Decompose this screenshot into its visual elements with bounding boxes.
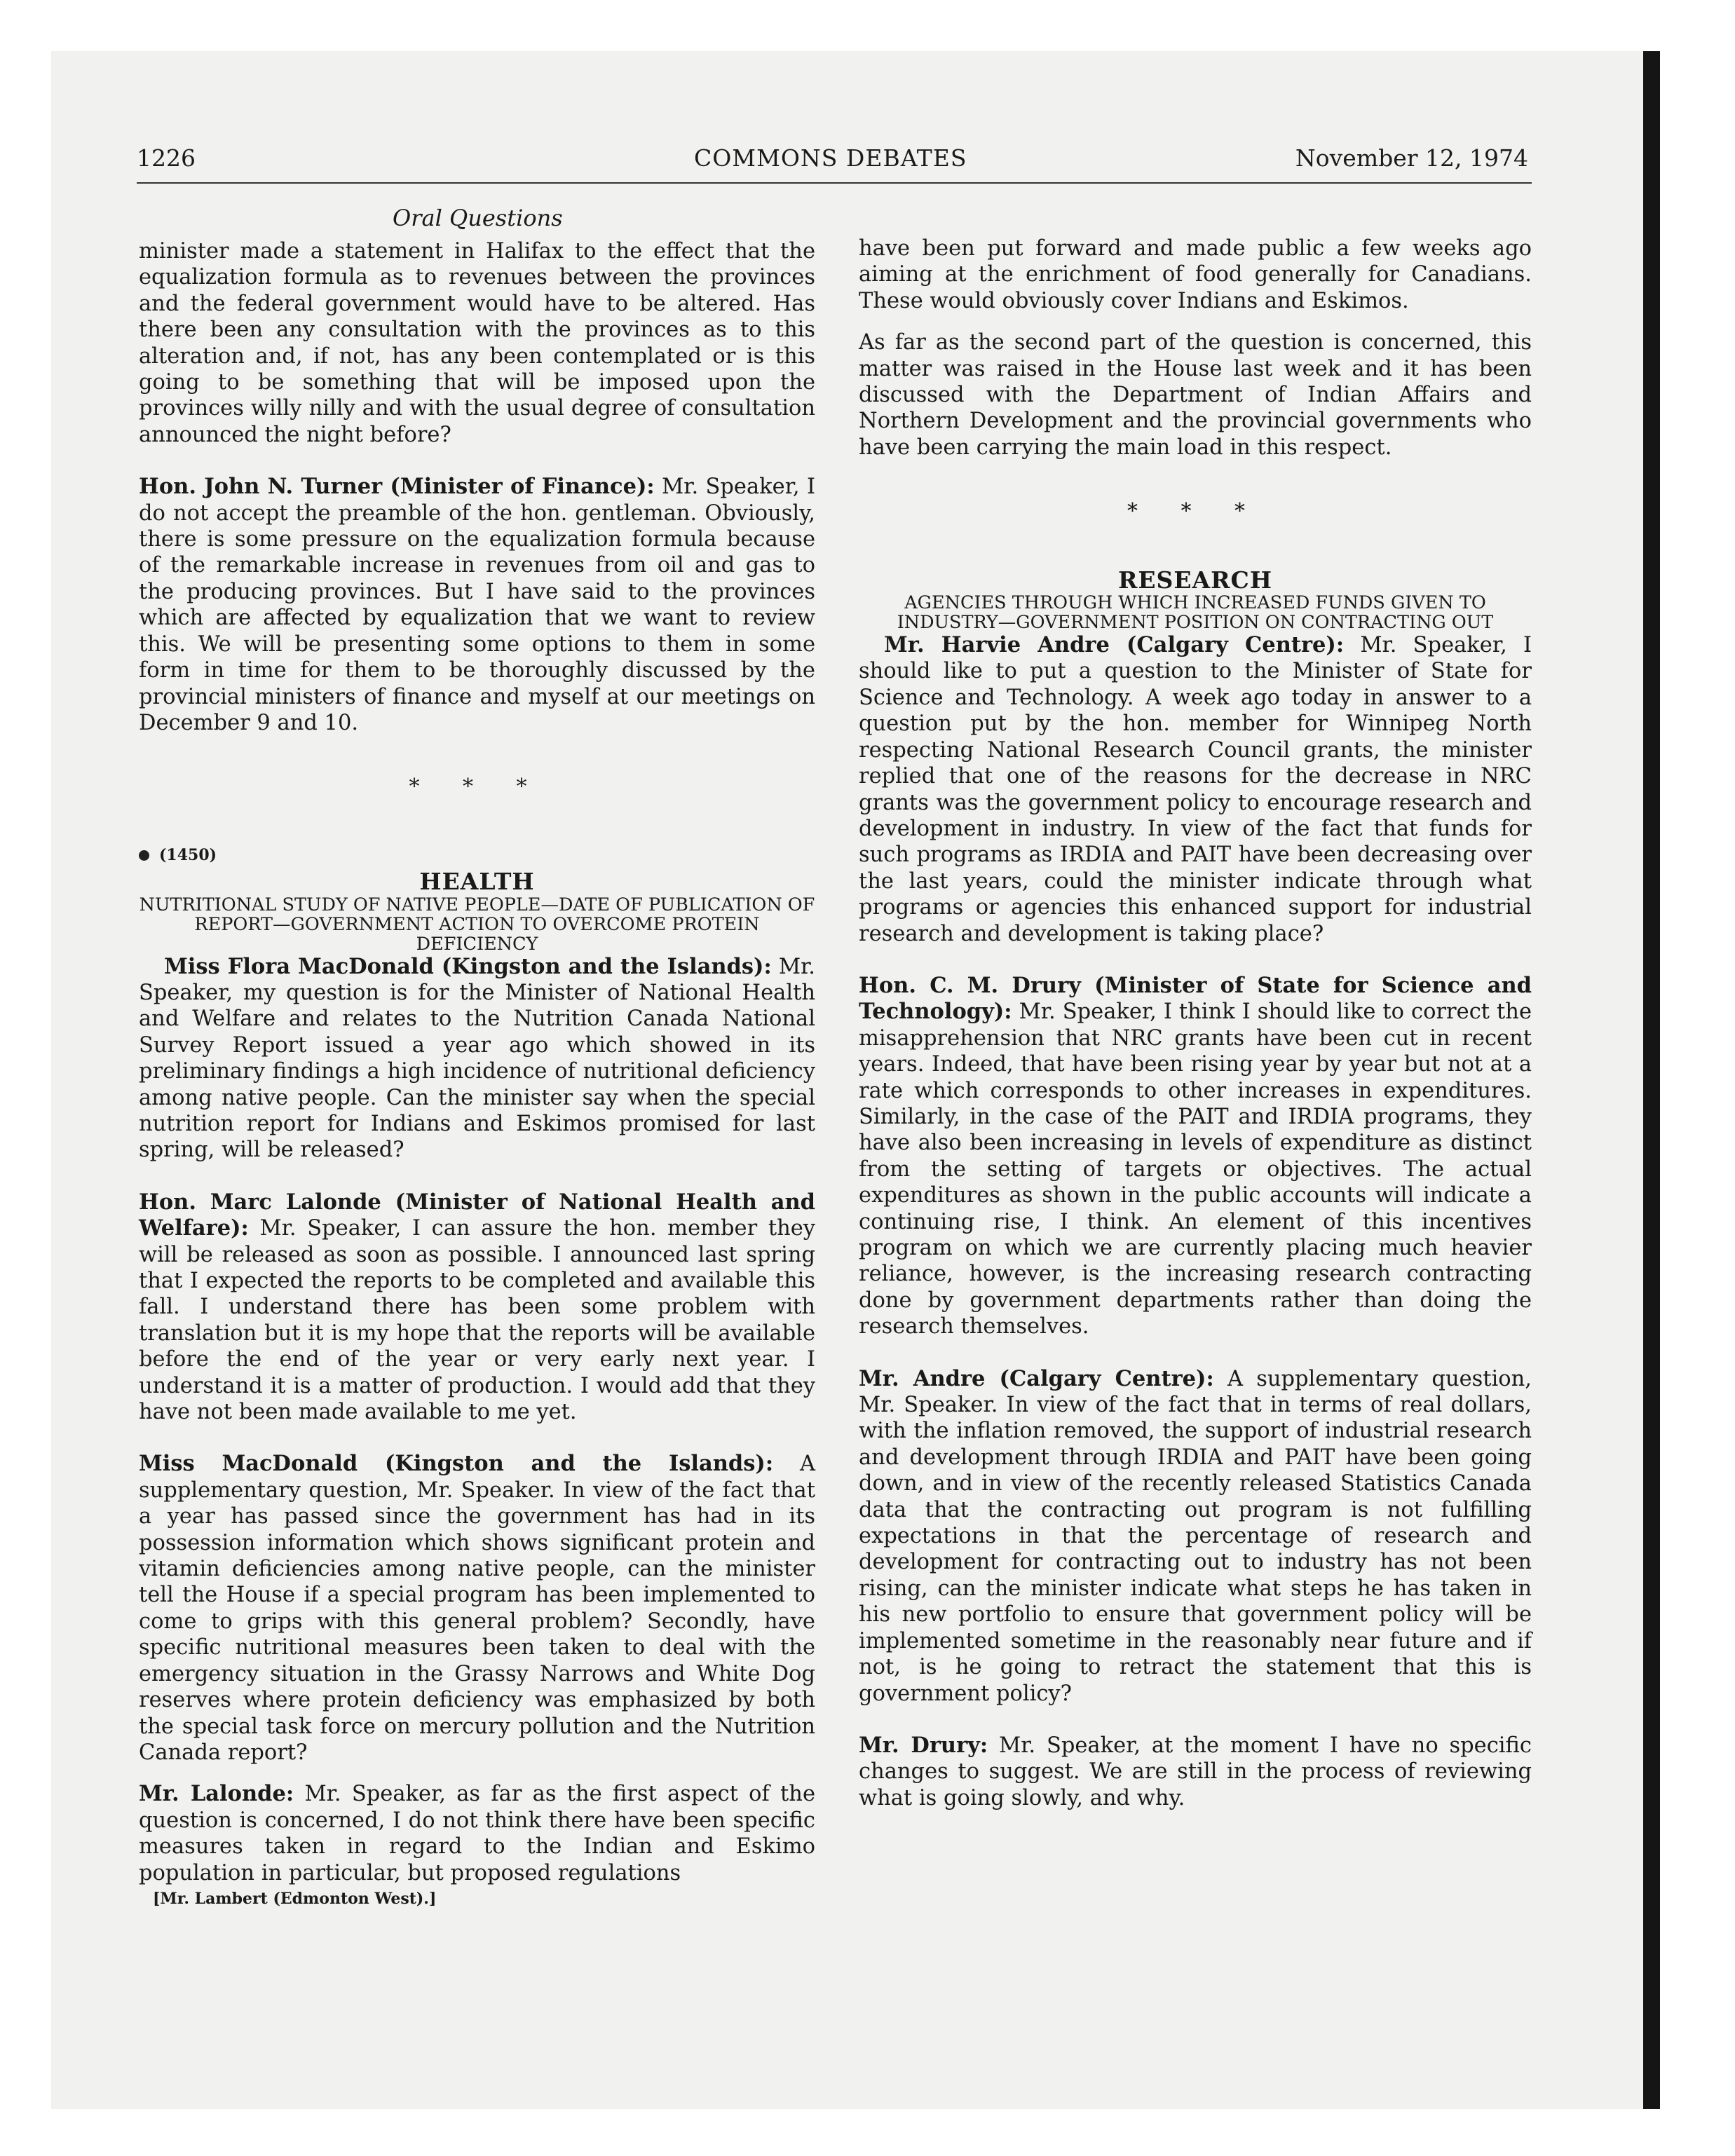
paragraph (139, 1451, 815, 1766)
speaker-name: Mr. Drury: (859, 1732, 988, 1758)
speech-text: A supplementary question, Mr. Speaker. In view of the fact that in terms of real dollars, with the inflation removed, the support of industrial research and development through IRDIA and PAIT have been going down, and in view of the recently released Statistics Canada data that the contracting out program is not fulfilling expectations in that the percentage of research and development for contracting out to industry has not been rising, can the minister indicate what steps he has taken in his new portfolio to ensure that government policy will be implemented sometime in the reasonably near future and if not, is he going to retract the statement that this is government policy? (859, 1366, 1532, 1706)
running-head: COMMONS DEBATES (694, 144, 967, 172)
section-heading: RESEARCH (1117, 566, 1273, 594)
paragraph: have been put forward and made public a few weeks ago aiming at the enrichment of food generally for Canadians. These would obviously cover Indians and Eskimos. (859, 236, 1532, 313)
paragraph (139, 1781, 815, 1886)
scan-edge-shadow (1643, 51, 1660, 2109)
speaker-name: Mr. Lalonde: (139, 1781, 294, 1807)
footer-note: [Mr. Lambert (Edmonton West).] (153, 1889, 437, 1908)
paragraph (139, 954, 815, 1164)
header-rule (137, 182, 1532, 184)
paragraph: As far as the second part of the question is concerned, this matter was raised in the House last week and it has been discussed with the Department of Indian Affairs and Northern Development and the provincial governments who have been carrying the main load in this respect. (859, 330, 1532, 460)
speaker-name: Mr. Andre (Calgary Centre): (859, 1365, 1214, 1391)
section-break-stars: * * * (409, 775, 545, 800)
speaker-name: Hon. C. M. Drury (Minister of State for Science and Technology): (859, 972, 1532, 1025)
speaker-name: Miss MacDonald (Kingston and the Islands): (139, 1451, 774, 1477)
paragraph (859, 1366, 1532, 1707)
bullet-icon (139, 850, 149, 861)
time-marker: (1450) (139, 842, 815, 868)
right-column (859, 236, 1532, 1811)
speech-text: Mr. Speaker, I think I should like to correct the misapprehension that NRC grants have been cut in recent years. Indeed, that have been rising year by year but not at a rate which corresponds to other increases in expenditures. Similarly, in the case of the PAIT and IRDIA programs, they have also been increasing in levels of expenditure as distinct from the setting of targets or objectives. The actual expenditures as shown in the public accounts will indicate a continuing rise, I think. An element of this incentives program on which we are currently placing much heavier reliance, however, is the increasing research contracting done by government departments rather than doing the research themselves. (859, 999, 1532, 1339)
section-subheading: AGENCIES THROUGH WHICH INCREASED FUNDS GIVEN TO INDUSTRY—GOVERNMENT POSITION ON CONTRACTING OUT (897, 592, 1494, 634)
paragraph (139, 1189, 815, 1426)
section-heading: HEALTH (419, 868, 535, 896)
section-label: Oral Questions (393, 205, 563, 231)
left-column (139, 238, 815, 1912)
speech-text: Mr. Speaker, as far as the first aspect of the question is concerned, I do not think there have been specific measures taken in regard to the Indian and Eskimo population in particular, but proposed regulations (139, 1782, 815, 1885)
paragraph (139, 474, 815, 736)
speaker-name: Hon. John N. Turner (Minister of Finance): (139, 474, 655, 500)
paragraph (859, 1733, 1532, 1811)
speech-text: Mr. Speaker, at the moment I have no specific changes to suggest. We are still in the process of reviewing what is going slowly, and why. (859, 1733, 1532, 1810)
speaker-name: Miss Flora MacDonald (Kingston and the Islands): (164, 953, 772, 979)
header-date: November 12, 1974 (1295, 144, 1528, 172)
speaker-name: Mr. Harvie Andre (Calgary Centre): (884, 632, 1345, 658)
section-subheading: NUTRITIONAL STUDY OF NATIVE PEOPLE—DATE OF PUBLICATION OF REPORT—GOVERNMENT ACTION TO OVERCOME PROTEIN DEFICIENCY (139, 894, 815, 955)
speech-text: Mr. Speaker, I should like to put a question to the Minister of State for Science and Technology. A week ago today in answer to a question put by the hon. member for Winnipeg North respecting National Research Council grants, the minister replied that one of the reasons for the decrease in NRC grants was the government policy to encourage research and development in industry. In view of the fact that funds for such programs as IRDIA and PAIT have been decreasing over the last years, could the minister indicate through what programs or agencies this enhanced support for industrial research and development is taking place? (859, 633, 1532, 946)
speech-text: Mr. Speaker, my question is for the Minister of National Health and Welfare and relates to the Nutrition Canada National Survey Report issued a year ago which showed in its preliminary findings a high incidence of nutritional deficiency among native people. Can the minister say when the special nutrition report for Indians and Eskimos promised for last spring, will be released? (139, 954, 815, 1163)
paragraph (859, 973, 1532, 1340)
paragraph (859, 632, 1532, 947)
speech-text: Mr. Speaker, I do not accept the preamble of the hon. gentleman. Obviously, there is some pressure on the equalization formula because of the remarkable increase in revenues from oil and gas to the producing provinces. But I have said to the provinces which are affected by equalization that we want to review this. We will be presenting some options to them in some form in time for them to be thoroughly discussed by the provincial ministers of finance and myself at our meetings on December 9 and 10. (139, 475, 815, 735)
speech-text: A supplementary question, Mr. Speaker. In view of the fact that a year has passed since the government has had in its possession information which shows significant protein and vitamin deficiencies among native people, can the minister tell the House if a special program has been implemented to come to grips with this general problem? Secondly, have specific nutritional measures been taken to deal with the emergency situation in the Grassy Narrows and White Dog reserves where protein deficiency was emphasized by both the special task force on mercury pollution and the Nutrition Canada report? (139, 1452, 815, 1765)
page-number: 1226 (137, 144, 196, 172)
paragraph: minister made a statement in Halifax to the effect that the equalization formula as to revenues between the provinces and the federal government would have to be altered. Has there been any consultation with the provinces as to this alteration and, if not, has any been contemplated or is this going to be something that will be imposed upon the provinces willy nilly and with the usual degree of consultation announced the night before? (139, 239, 815, 447)
speech-text: Mr. Speaker, I can assure the hon. member they will be released as soon as possible. I announced last spring that I expected the reports to be completed and available this fall. I understand there has been some problem with translation but it is my hope that the reports will be available before the end of the year or very early next year. I understand it is a matter of production. I would add that they have not been made available to me yet. (139, 1216, 815, 1425)
speaker-name: Hon. Marc Lalonde (Minister of National Health and Welfare): (139, 1189, 815, 1241)
section-break-stars: * * * (1127, 499, 1264, 524)
